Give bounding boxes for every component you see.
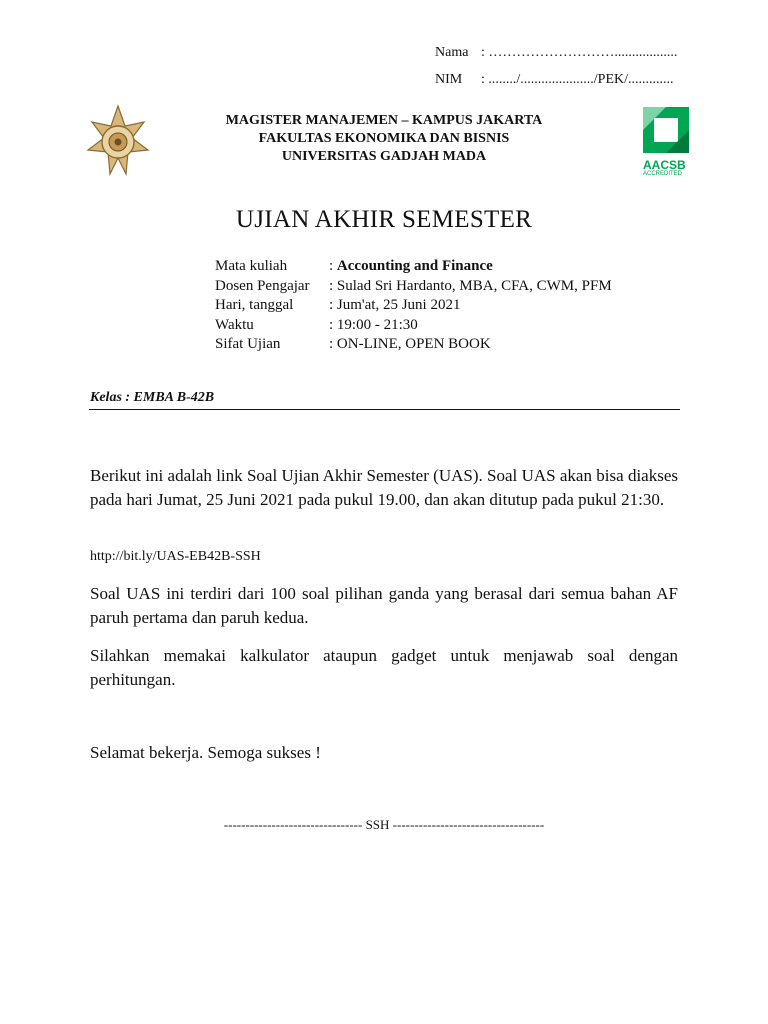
nim-line xyxy=(435,72,674,88)
question-info-paragraph: Soal UAS ini terdiri dari 100 soal pilihan ganda yang berasal dari semua bahan AF paruh pertama dan paruh kedua. xyxy=(90,584,678,627)
nim-field[interactable]: : ......../...................../PEK/............. xyxy=(481,72,674,87)
faculty-name: FAKULTAS EKONOMIKA DAN BISNIS xyxy=(258,131,510,146)
name-field[interactable]: : ……………………….................. xyxy=(481,45,678,60)
aacsb-status: ACCREDITED xyxy=(643,171,683,177)
aacsb-name: AACSB xyxy=(643,158,686,172)
info-label: Mata kuliah xyxy=(215,258,288,274)
exam-info xyxy=(215,257,612,355)
info-label: Waktu xyxy=(215,316,254,333)
info-label: Sifat Ujian xyxy=(215,336,281,352)
divider xyxy=(89,409,680,410)
signature-footer: -------------------------------- SSH ----------------------------------- xyxy=(223,817,545,832)
aacsb-logo xyxy=(643,107,693,178)
info-row-lecturer xyxy=(215,277,612,297)
nim-label: NIM xyxy=(435,72,463,87)
info-label: Hari, tanggal xyxy=(215,297,294,313)
class-label: Kelas : EMBA B-42B xyxy=(90,390,215,405)
info-row-time xyxy=(215,316,612,336)
info-value: : Sulad Sri Hardanto, MBA, CFA, CWM, PFM xyxy=(329,277,612,294)
course-name: Accounting and Finance xyxy=(336,258,493,274)
closing-text: Selamat bekerja. Semoga sukses ! xyxy=(90,743,321,762)
info-value: : Jum'at, 25 Juni 2021 xyxy=(329,297,461,313)
name-line xyxy=(435,45,677,61)
exam-link[interactable]: http://bit.ly/UAS-EB42B-SSH xyxy=(90,549,261,564)
intro-paragraph: Berikut ini adalah link Soal Ujian Akhir Semester (UAS). Soal UAS akan bisa diakses pada hari Jumat, 25 Juni 2021 pada pukul 19.00, dan akan ditutup pada pukul 21:30. xyxy=(90,466,678,509)
program-name: MAGISTER MANAJEMEN – KAMPUS JAKARTA xyxy=(225,113,543,128)
university-name: UNIVERSITAS GADJAH MADA xyxy=(281,149,487,164)
exam-title: UJIAN AKHIR SEMESTER xyxy=(235,206,533,233)
info-row-date xyxy=(215,296,612,316)
info-value: : xyxy=(329,258,337,274)
info-row-mode xyxy=(215,335,612,355)
calculator-paragraph: Silahkan memakai kalkulator ataupun gadget untuk menjawab soal dengan perhitungan. xyxy=(90,646,678,689)
info-label: Dosen Pengajar xyxy=(215,277,310,294)
info-value: : ON-LINE, OPEN BOOK xyxy=(329,336,491,352)
name-label: Nama xyxy=(435,45,469,60)
info-value: : 19:00 - 21:30 xyxy=(329,316,418,333)
aacsb-emblem-icon xyxy=(643,107,689,153)
info-row-course xyxy=(215,257,612,277)
